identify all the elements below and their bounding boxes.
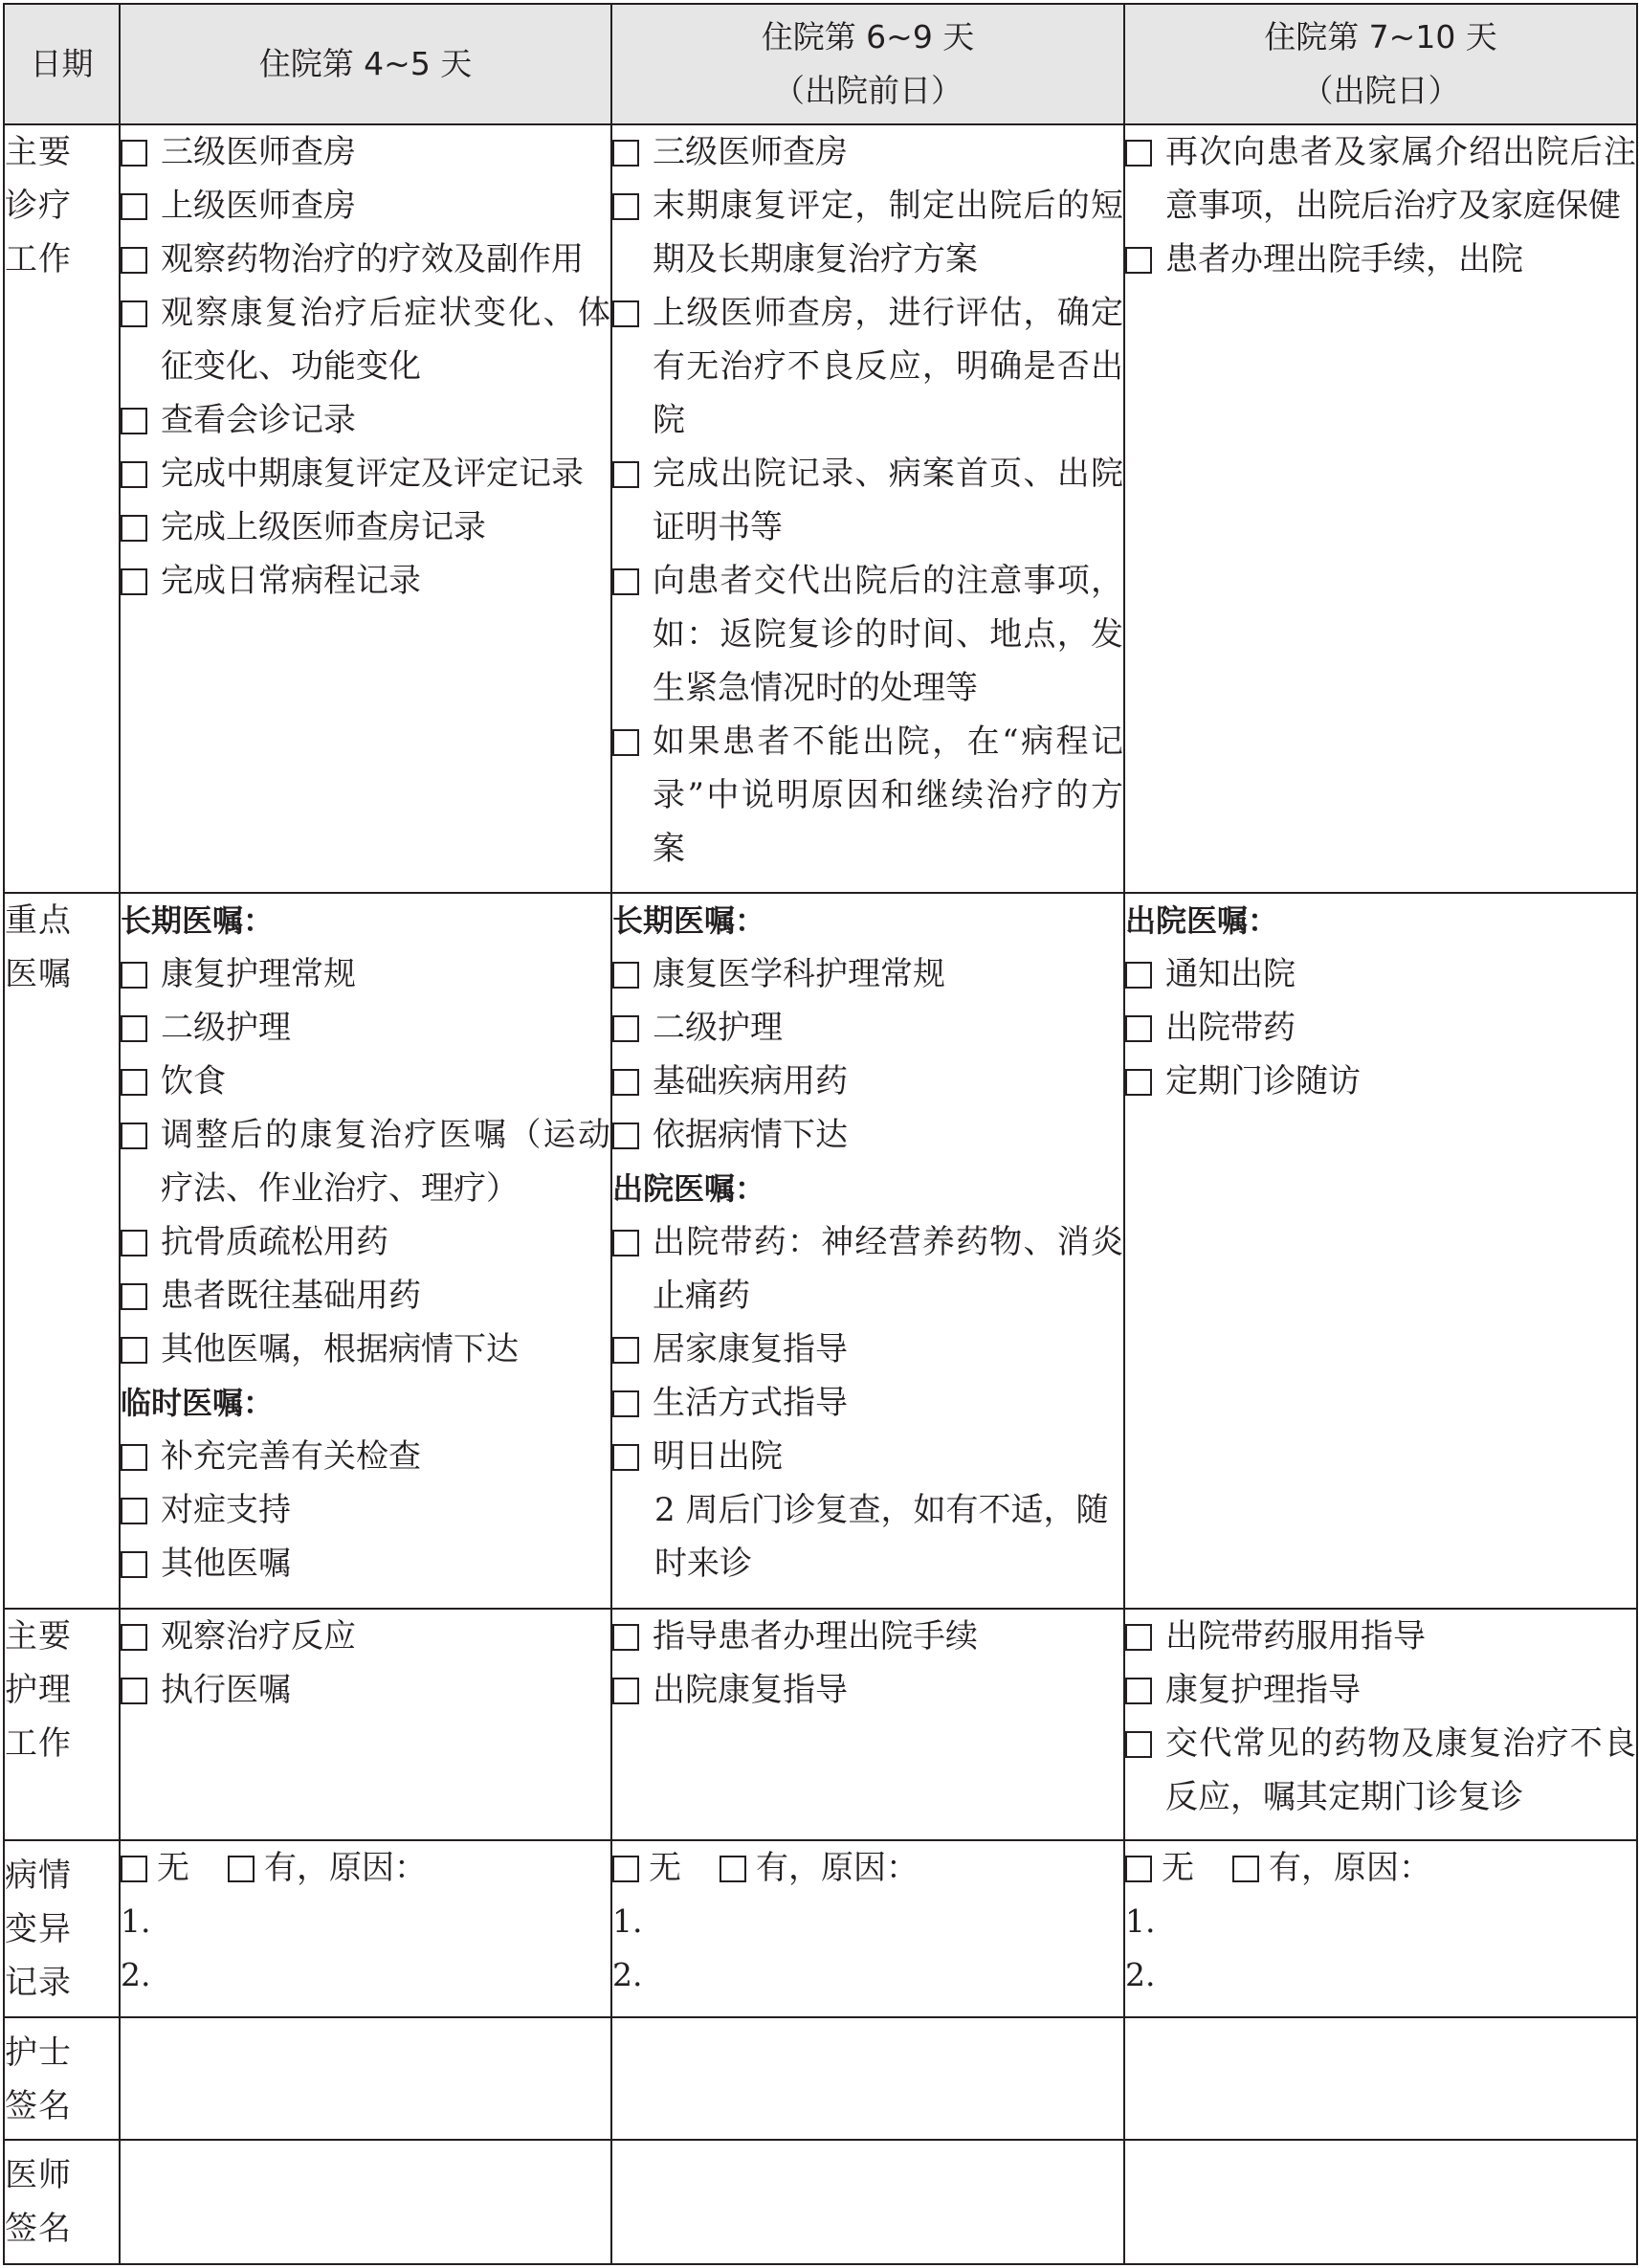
checklist-item: 定期门诊随访 bbox=[1125, 1055, 1636, 1108]
checklist-item: 通知出院 bbox=[1125, 947, 1636, 1001]
checklist-item: 再次向患者及家属介绍出院后注意事项，出院后治疗及家庭保健 bbox=[1125, 125, 1636, 233]
variance-col2 bbox=[611, 1840, 1124, 2017]
checklist-item: 上级医师查房 bbox=[121, 179, 610, 233]
checklist-item: 二级护理 bbox=[121, 1001, 610, 1055]
checkbox[interactable] bbox=[121, 408, 147, 434]
checklist-item: 患者既往基础用药 bbox=[121, 1269, 610, 1323]
checkbox[interactable] bbox=[612, 568, 639, 595]
main-work-col1 bbox=[120, 124, 611, 893]
checkbox[interactable] bbox=[121, 193, 147, 220]
checklist-item: 其他医嘱，根据病情下达 bbox=[121, 1323, 610, 1376]
follow-up-note: 2 周后门诊复查，如有不适，随时来诊 bbox=[654, 1491, 1109, 1583]
day-7-10-title: 住院第 7~10 天 bbox=[1264, 18, 1497, 56]
checklist-item: 明日出院 bbox=[612, 1430, 1123, 1483]
checkbox[interactable] bbox=[1125, 1015, 1152, 1042]
checkbox[interactable] bbox=[121, 1015, 147, 1042]
checkbox-none[interactable] bbox=[121, 1856, 147, 1882]
day-7-10-subtitle: （出院日） bbox=[1301, 72, 1460, 109]
row-label-variance: 病情 变异 记录 bbox=[4, 1840, 120, 2017]
checklist-item: 二级护理 bbox=[612, 1001, 1123, 1055]
checklist-item: 完成上级医师查房记录 bbox=[121, 500, 610, 554]
checklist-item: 依据病情下达 bbox=[612, 1108, 1123, 1162]
main-work-row bbox=[4, 124, 1637, 893]
checkbox[interactable] bbox=[612, 962, 639, 989]
checklist-item: 完成日常病程记录 bbox=[121, 554, 610, 608]
doctor-signature-field[interactable] bbox=[611, 2140, 1124, 2264]
checklist-item: 生活方式指导 bbox=[612, 1376, 1123, 1430]
variance-col3 bbox=[1124, 1840, 1637, 2017]
checkbox[interactable] bbox=[121, 1498, 147, 1524]
checklist-item: 调整后的康复治疗医嘱（运动疗法、作业治疗、理疗） bbox=[121, 1108, 610, 1215]
header-row bbox=[4, 4, 1637, 124]
discharge-orders-heading: 出院医嘱： bbox=[612, 1170, 766, 1207]
orders-col1 bbox=[120, 893, 611, 1609]
checklist-item: 康复医学科护理常规 bbox=[612, 947, 1123, 1001]
checkbox[interactable] bbox=[121, 1123, 147, 1149]
row-label-main-work: 主要 诊疗 工作 bbox=[4, 124, 120, 893]
checkbox[interactable] bbox=[612, 461, 639, 488]
key-orders-row bbox=[4, 893, 1637, 1609]
day-6-9-title: 住院第 6~9 天 bbox=[761, 18, 975, 56]
checklist-item: 其他医嘱 bbox=[121, 1537, 610, 1590]
checkbox[interactable] bbox=[612, 193, 639, 220]
checklist-item: 如果患者不能出院，在“病程记录”中说明原因和继续治疗的方案 bbox=[612, 715, 1123, 876]
day-4-5-title: 住院第 4~5 天 bbox=[258, 45, 473, 82]
checkbox[interactable] bbox=[121, 1337, 147, 1364]
temporary-orders-heading: 临时医嘱： bbox=[121, 1385, 275, 1421]
reason-line-2[interactable]: 2. bbox=[1125, 1956, 1156, 1993]
nursing-col3 bbox=[1124, 1609, 1637, 1840]
checklist-item: 观察康复治疗后症状变化、体征变化、功能变化 bbox=[121, 286, 610, 393]
checkbox[interactable] bbox=[1125, 247, 1152, 274]
checkbox[interactable] bbox=[1125, 962, 1152, 989]
checklist-item: 三级医师查房 bbox=[612, 125, 1123, 179]
checklist-item: 完成出院记录、病案首页、出院证明书等 bbox=[612, 447, 1123, 554]
checkbox[interactable] bbox=[612, 1123, 639, 1149]
checklist-item: 康复护理指导 bbox=[1125, 1663, 1636, 1717]
checklist-item: 指导患者办理出院手续 bbox=[612, 1610, 1123, 1663]
row-label-nurse-signature: 护士 签名 bbox=[4, 2017, 120, 2140]
checklist-item: 交代常见的药物及康复治疗不良反应，嘱其定期门诊复诊 bbox=[1125, 1717, 1636, 1824]
checkbox[interactable] bbox=[121, 300, 147, 327]
date-header: 日期 bbox=[4, 4, 120, 124]
checklist-item: 对症支持 bbox=[121, 1483, 610, 1537]
nurse-signature-field[interactable] bbox=[611, 2017, 1124, 2140]
checklist-item: 补充完善有关检查 bbox=[121, 1430, 610, 1483]
checkbox-none[interactable] bbox=[612, 1856, 639, 1882]
day-6-9-subtitle: （出院前日） bbox=[773, 72, 963, 109]
checkbox[interactable] bbox=[612, 1678, 639, 1704]
nursing-col1 bbox=[120, 1609, 611, 1840]
checkbox[interactable] bbox=[121, 515, 147, 542]
checkbox[interactable] bbox=[121, 140, 147, 167]
checkbox-yes[interactable] bbox=[720, 1856, 746, 1882]
row-label-nursing: 主要 护理 工作 bbox=[4, 1609, 120, 1840]
checklist-item: 康复护理常规 bbox=[121, 947, 610, 1001]
day-7-10-header bbox=[1124, 4, 1637, 124]
checkbox[interactable] bbox=[121, 461, 147, 488]
checkbox[interactable] bbox=[612, 1390, 639, 1417]
checklist-item: 上级医师查房，进行评估，确定有无治疗不良反应，明确是否出院 bbox=[612, 286, 1123, 447]
variance-col1 bbox=[120, 1840, 611, 2017]
doctor-signature-field[interactable] bbox=[1124, 2140, 1637, 2264]
long-term-orders-heading: 长期医嘱： bbox=[612, 902, 766, 939]
checklist-item: 出院康复指导 bbox=[612, 1663, 1123, 1717]
day-6-9-header bbox=[611, 4, 1124, 124]
checkbox[interactable] bbox=[121, 1624, 147, 1651]
checklist-item: 饮食 bbox=[121, 1055, 610, 1108]
day-4-5-header bbox=[120, 4, 611, 124]
checklist-item: 执行医嘱 bbox=[121, 1663, 610, 1717]
checkbox[interactable] bbox=[121, 1230, 147, 1256]
checkbox[interactable] bbox=[612, 140, 639, 167]
nursing-col2 bbox=[611, 1609, 1124, 1840]
checkbox[interactable] bbox=[1125, 1678, 1152, 1704]
nurse-signature-row bbox=[4, 2017, 1637, 2140]
checkbox[interactable] bbox=[1125, 1731, 1152, 1758]
main-work-col3 bbox=[1124, 124, 1637, 893]
checkbox[interactable] bbox=[121, 247, 147, 274]
checkbox[interactable] bbox=[612, 300, 639, 327]
main-work-col2 bbox=[611, 124, 1124, 893]
checkbox[interactable] bbox=[121, 1069, 147, 1096]
nurse-signature-field[interactable] bbox=[120, 2017, 611, 2140]
checkbox[interactable] bbox=[612, 1230, 639, 1256]
checkbox[interactable] bbox=[1125, 140, 1152, 167]
checklist-item: 三级医师查房 bbox=[121, 125, 610, 179]
checkbox-yes[interactable] bbox=[228, 1856, 255, 1882]
variance-options: 无 有，原因： bbox=[612, 1841, 1123, 1895]
checklist-item: 查看会诊记录 bbox=[121, 393, 610, 447]
checkbox[interactable] bbox=[121, 1444, 147, 1471]
checklist-item: 基础疾病用药 bbox=[612, 1055, 1123, 1108]
doctor-signature-field[interactable] bbox=[120, 2140, 611, 2264]
checkbox[interactable] bbox=[121, 962, 147, 989]
reason-line-1[interactable]: 1. bbox=[612, 1902, 643, 1940]
variance-row bbox=[4, 1840, 1637, 2017]
reason-line-1[interactable]: 1. bbox=[1125, 1902, 1156, 1940]
checklist-item: 出院带药 bbox=[1125, 1001, 1636, 1055]
orders-col2 bbox=[611, 893, 1124, 1609]
variance-options: 无 有，原因： bbox=[1125, 1841, 1636, 1895]
orders-col3 bbox=[1124, 893, 1637, 1609]
checklist-item: 完成中期康复评定及评定记录 bbox=[121, 447, 610, 500]
checkbox[interactable] bbox=[121, 568, 147, 595]
nursing-row bbox=[4, 1609, 1637, 1840]
row-label-key-orders: 重点 医嘱 bbox=[4, 893, 120, 1609]
checkbox[interactable] bbox=[121, 1283, 147, 1310]
checkbox[interactable] bbox=[121, 1678, 147, 1704]
checkbox[interactable] bbox=[612, 1015, 639, 1042]
checkbox[interactable] bbox=[612, 1069, 639, 1096]
reason-line-1[interactable]: 1. bbox=[121, 1902, 151, 1940]
checklist-item: 向患者交代出院后的注意事项，如：返院复诊的时间、地点，发生紧急情况时的处理等 bbox=[612, 554, 1123, 715]
checklist-item: 观察药物治疗的疗效及副作用 bbox=[121, 233, 610, 286]
discharge-orders-heading: 出院医嘱： bbox=[1125, 902, 1279, 939]
checkbox[interactable] bbox=[1125, 1069, 1152, 1096]
checkbox[interactable] bbox=[121, 1551, 147, 1578]
checkbox[interactable] bbox=[1125, 1624, 1152, 1651]
checkbox-yes[interactable] bbox=[1232, 1856, 1259, 1882]
checklist-item: 观察治疗反应 bbox=[121, 1610, 610, 1663]
checkbox[interactable] bbox=[612, 1444, 639, 1471]
nurse-signature-field[interactable] bbox=[1124, 2017, 1637, 2140]
reason-line-2[interactable]: 2. bbox=[612, 1956, 643, 1993]
row-label-doctor-signature: 医师 签名 bbox=[4, 2140, 120, 2264]
checklist-item: 出院带药：神经营养药物、消炎止痛药 bbox=[612, 1215, 1123, 1323]
variance-options: 无 有，原因： bbox=[121, 1841, 610, 1895]
reason-line-2[interactable]: 2. bbox=[121, 1956, 151, 1993]
checkbox[interactable] bbox=[612, 729, 639, 756]
checklist-item: 出院带药服用指导 bbox=[1125, 1610, 1636, 1663]
checklist-item: 末期康复评定，制定出院后的短期及长期康复治疗方案 bbox=[612, 179, 1123, 286]
checkbox[interactable] bbox=[612, 1624, 639, 1651]
checkbox-none[interactable] bbox=[1125, 1856, 1152, 1882]
doctor-signature-row bbox=[4, 2140, 1637, 2264]
checklist-item: 患者办理出院手续，出院 bbox=[1125, 233, 1636, 286]
checklist-item: 抗骨质疏松用药 bbox=[121, 1215, 610, 1269]
checkbox[interactable] bbox=[612, 1337, 639, 1364]
checklist-item: 居家康复指导 bbox=[612, 1323, 1123, 1376]
long-term-orders-heading: 长期医嘱： bbox=[121, 902, 275, 939]
clinical-pathway-table bbox=[3, 3, 1638, 2265]
